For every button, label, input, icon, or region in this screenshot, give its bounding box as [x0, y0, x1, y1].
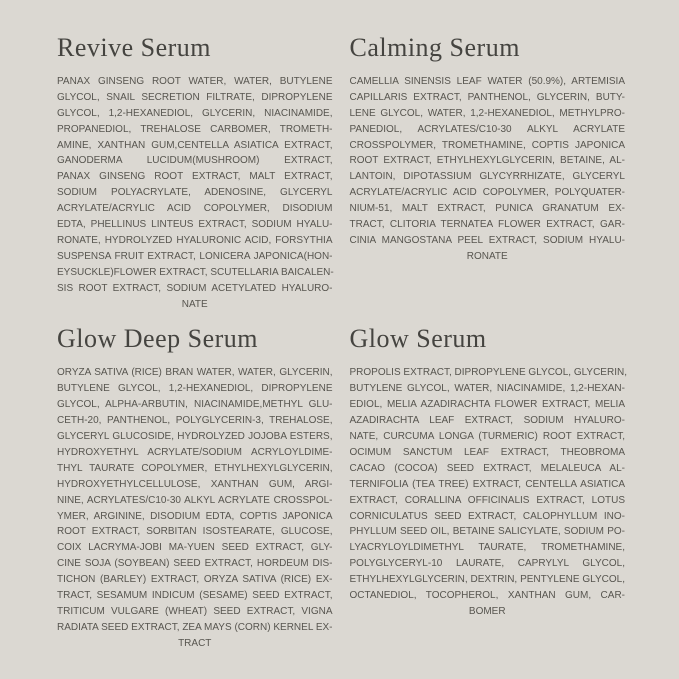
section-title-calming-serum: Calming Serum — [349, 33, 520, 62]
ingredients-line: LYACRYLOYLDIMETHYL TAURATE, TROMETHAMINE, — [349, 542, 625, 554]
ingredients-line: CROSSPOLYMER, TROMETHAMINE, COPTIS JAPONICA — [349, 139, 625, 151]
ingredients-line: NINE, ACRYLATES/C10-30 ALKYL ACRYLATE CROSSPOL- — [57, 494, 333, 506]
ingredients-line: BUTYLENE GLYCOL, WATER, NIACINAMIDE, 1,2-HEXAN- — [349, 383, 625, 395]
ingredients-line: TRACT, CLITORIA TERNATEA FLOWER EXTRACT, GAR- — [349, 219, 625, 231]
ingredients-line: NIUM-51, MALT EXTRACT, PUNICA GRANATUM EX- — [349, 203, 625, 215]
ingredients-line: HYDROXYETHYLCELLULOSE, XANTHAN GUM, ARGI- — [57, 478, 333, 490]
ingredients-line: COIX LACRYMA-JOBI MA-YUEN SEED EXTRACT, GLY- — [57, 542, 333, 554]
ingredients-line: GLYCERYL GLUCOSIDE, HYDROLYZED JOJOBA ESTERS, — [57, 431, 333, 442]
section-title-revive-serum: Revive Serum — [57, 33, 212, 62]
ingredients-line: POLYGLYCERYL-10 LAURATE, CAPRYLYL GLYCOL, — [349, 558, 625, 570]
ingredients-line: CAPILLARIS EXTRACT, PANTHENOL, GLYCERIN, BUTY- — [349, 91, 625, 103]
ingredients-line: EXTRACT, CORALLINA OFFICINALIS EXTRACT, LOTUS — [349, 494, 625, 506]
ingredients-line: AMINE, XANTHAN GUM,CENTELLA ASIATICA EXTRACT, — [57, 139, 333, 151]
ingredients-line: CINIA MANGOSTANA PEEL EXTRACT, SODIUM HYALU- — [349, 234, 625, 246]
ingredients-line: OCIMUM SANCTUM LEAF EXTRACT, THEOBROMA — [349, 446, 625, 458]
ingredients-line: CINE SOJA (SOYBEAN) SEED EXTRACT, HORDEUM DIS- — [57, 558, 333, 570]
section-title-glow-deep-serum: Glow Deep Serum — [57, 324, 259, 354]
ingredients-list-glow-deep-serum — [57, 365, 333, 651]
section-glow-deep-serum — [57, 324, 333, 651]
ingredients-line: SIS ROOT EXTRACT, SODIUM ACETYLATED HYALURO- — [57, 282, 333, 294]
ingredients-line: SODIUM POLYACRYLATE, ADENOSINE, GLYCERYL — [57, 187, 333, 199]
ingredients-line: GANODERMA LUCIDUM(MUSHROOM) EXTRACT, — [57, 155, 333, 167]
ingredients-line: TRITICUM VULGARE (WHEAT) SEED EXTRACT, VIGNA — [57, 605, 333, 617]
ingredients-line: GLYCOL, 1,2-HEXANEDIOL, GLYCERIN, NIACINAMIDE, — [57, 107, 333, 119]
section-title-glow-serum: Glow Serum — [349, 324, 487, 354]
ingredients-line: PROPANEDIOL, TREHALOSE CARBOMER, TROMETH- — [57, 123, 333, 135]
ingredients-line: THYL TAURATE COPOLYMER, ETHYLHEXYLGLYCERIN, — [57, 462, 333, 474]
ingredients-line: TERNIFOLIA (TEA TREE) EXTRACT, CENTELLA ASIATICA — [349, 478, 625, 490]
ingredients-list-glow-serum — [350, 365, 626, 620]
ingredients-line: AZADIRACHTA LEAF EXTRACT, SODIUM HYALURO- — [349, 415, 625, 427]
ingredients-line: NATE — [181, 298, 208, 310]
ingredients-line: LANTOIN, DIPOTASSIUM GLYCYRRHIZATE, GLYCERYL — [349, 171, 625, 183]
section-revive-serum — [57, 33, 333, 312]
ingredients-line: RONATE — [466, 250, 508, 262]
ingredients-list-calming-serum — [350, 74, 626, 265]
ingredients-line: YMER, ARGININE, DISODIUM EDTA, COPTIS JAPONICA — [57, 510, 333, 522]
ingredients-line: CACAO (COCOA) SEED EXTRACT, MELALEUCA AL- — [349, 462, 625, 474]
ingredients-line: CAMELLIA SINENSIS LEAF WATER (50.9%), ARTEMISIA — [349, 75, 625, 87]
ingredients-line: HYDROXYETHYL ACRYLATE/SODIUM ACRYLOYLDIME- — [57, 446, 333, 458]
ingredients-line: TICHON (BARLEY) EXTRACT, ORYZA SATIVA (RICE) EX- — [57, 574, 333, 586]
ingredients-line: BUTYLENE GLYCOL, 1,2-HEXANEDIOL, DIPROPYLENE — [57, 383, 333, 395]
ingredients-line: ACRYLATE/ACRYLIC ACID COPOLYMER, DISODIUM — [57, 203, 333, 215]
ingredients-line: PANEDIOL, ACRYLATES/C10-30 ALKYL ACRYLATE — [349, 123, 625, 135]
section-calming-serum — [350, 33, 626, 265]
ingredients-line: CETH-20, PANTHENOL, POLYGLYCERIN-3, TREHALOSE, — [57, 415, 333, 427]
ingredients-line: EDIOL, MELIA AZADIRACHTA FLOWER EXTRACT, MELIA — [349, 399, 625, 411]
ingredients-line: GLYCOL, SNAIL SECRETION FILTRATE, DIPROPYLENE — [57, 91, 333, 103]
ingredients-line: TRACT, SESAMUM INDICUM (SESAME) SEED EXTRACT, — [57, 590, 333, 602]
ingredients-line: RONATE, HYDROLYZED HYALURONIC ACID, FORSYTHIA — [57, 234, 333, 246]
ingredients-line: PANAX GINSENG ROOT WATER, WATER, BUTYLENE — [57, 75, 333, 87]
ingredients-line: ORYZA SATIVA (RICE) BRAN WATER, WATER, GLYCERIN, — [57, 367, 333, 379]
section-glow-serum — [350, 324, 626, 619]
ingredients-line: TRACT — [178, 637, 212, 649]
ingredients-line: NATE, CURCUMA LONGA (TURMERIC) ROOT EXTRACT, — [349, 431, 625, 442]
ingredients-line: ETHYLHEXYLGLYCERIN, DEXTRIN, PENTYLENE GLYCOL, — [349, 574, 625, 586]
ingredients-line: GLYCOL, ALPHA-ARBUTIN, NIACINAMIDE,METHYL GLU- — [57, 399, 333, 411]
ingredients-line: EDTA, PHELLINUS LINTEUS EXTRACT, SODIUM HYALU- — [57, 219, 333, 231]
ingredients-line: CORNICULATUS SEED EXTRACT, CALOPHYLLUM INO- — [349, 510, 625, 522]
ingredients-line: ACRYLATE/ACRYLIC ACID COPOLYMER, POLYQUATER- — [349, 187, 625, 199]
ingredients-line: ROOT EXTRACT, SORBITAN ISOSTEARATE, GLUCOSE, — [57, 526, 333, 538]
ingredients-line: OCTANEDIOL, TOCOPHEROL, XANTHAN GUM, CAR- — [349, 590, 625, 602]
ingredients-line: PHYLLUM SEED OIL, BETAINE SALICYLATE, SODIUM PO- — [349, 526, 625, 538]
ingredients-line: PROPOLIS EXTRACT, DIPROPYLENE GLYCOL, GLYCERIN, — [349, 367, 627, 379]
ingredients-line: PANAX GINSENG ROOT EXTRACT, MALT EXTRACT, — [57, 171, 333, 183]
ingredients-line: SUSPENSA FRUIT EXTRACT, LONICERA JAPONICA(HON- — [57, 250, 333, 262]
ingredients-line: RADIATA SEED EXTRACT, ZEA MAYS (CORN) KERNEL EX- — [57, 621, 333, 633]
ingredients-line: ROOT EXTRACT, ETHYLHEXYLGLYCERIN, BETAINE, AL- — [349, 155, 625, 167]
ingredients-line: BOMER — [468, 605, 506, 617]
ingredients-line: EYSUCKLE)FLOWER EXTRACT, SCUTELLARIA BAICALEN- — [57, 266, 334, 278]
ingredients-list-revive-serum — [57, 74, 333, 313]
ingredients-line: LENE GLYCOL, WATER, 1,2-HEXANEDIOL, METHYLPRO- — [349, 107, 625, 119]
